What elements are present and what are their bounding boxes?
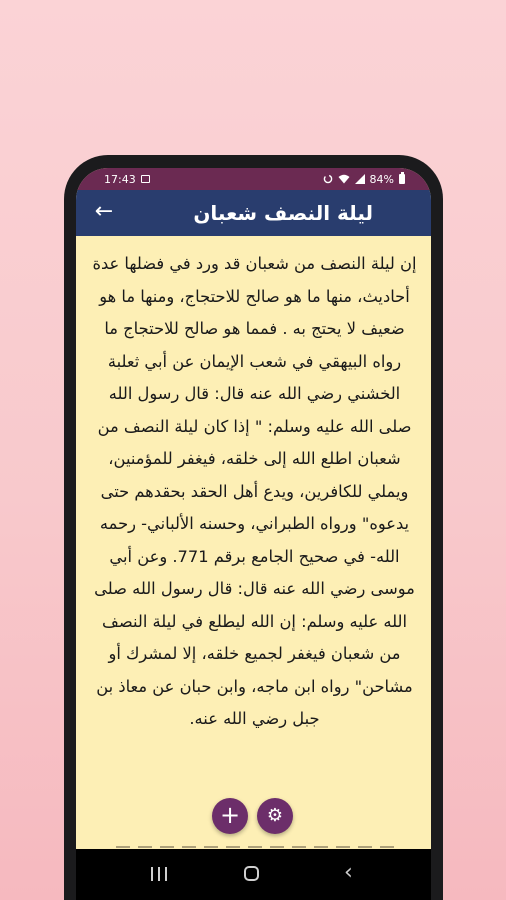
settings-button[interactable] bbox=[257, 798, 293, 834]
wifi-icon bbox=[338, 174, 350, 184]
status-bar bbox=[76, 168, 431, 190]
add-button[interactable] bbox=[212, 798, 248, 834]
battery-percent: 84% bbox=[369, 172, 394, 186]
plus-icon: + bbox=[219, 801, 241, 829]
article-content[interactable] bbox=[86, 236, 421, 849]
nav-back-icon[interactable]: ‹ bbox=[344, 860, 353, 885]
battery-icon bbox=[399, 174, 405, 184]
status-left bbox=[104, 173, 150, 186]
gear-icon: ⚙ bbox=[266, 805, 284, 826]
data-saver-icon bbox=[323, 174, 333, 184]
phone-frame bbox=[64, 155, 443, 900]
signal-icon bbox=[355, 174, 365, 184]
home-icon[interactable] bbox=[244, 866, 259, 881]
image-icon bbox=[141, 175, 150, 183]
page-title: ليلة النصف شعبان bbox=[193, 201, 373, 225]
system-nav-bar bbox=[76, 849, 431, 900]
arrow-back-icon[interactable]: ← bbox=[94, 199, 114, 224]
status-right bbox=[323, 173, 405, 186]
article-text: إن ليلة النصف من شعبان قد ورد في فضلها عدة أحاديث، منها ما هو صالح للاحتجاج، ومنها ما هو ضعيف لا يحتج به . فمما هو صالح للاحتجاج ما رواه البيهقي في شعب الإيمان عن أبي ثعلبة الخشني رضي الله عنه قال: قال رسول الله صلى الله عليه وسلم: " إذا كان ليلة النصف من شعبان اطلع الله إلى خلقه، فيغفر للمؤمنين، ويملي للكافرين، ويدع أهل الحقد بحقدهم حتى يدعوه" ورواه الطبراني، وحسنه الألباني- رحمه الله- في صحيح الجامع برقم 771. وعن أبي موسى رضي الله عنه قال: قال رسول الله صلى الله عليه وسلم: إن الله ليطلع في ليلة النصف من شعبان فيغفر لجميع خلقه، إلا لمشرك أو مشاحن" رواه ابن ماجه، وابن حبان عن معاذ بن جبل رضي الله عنه. bbox=[92, 254, 417, 728]
app-screen bbox=[76, 168, 431, 900]
recents-icon[interactable] bbox=[151, 867, 167, 881]
next-paragraph-edge bbox=[116, 846, 396, 848]
status-time: 17:43 bbox=[104, 172, 136, 186]
app-bar bbox=[76, 190, 431, 236]
